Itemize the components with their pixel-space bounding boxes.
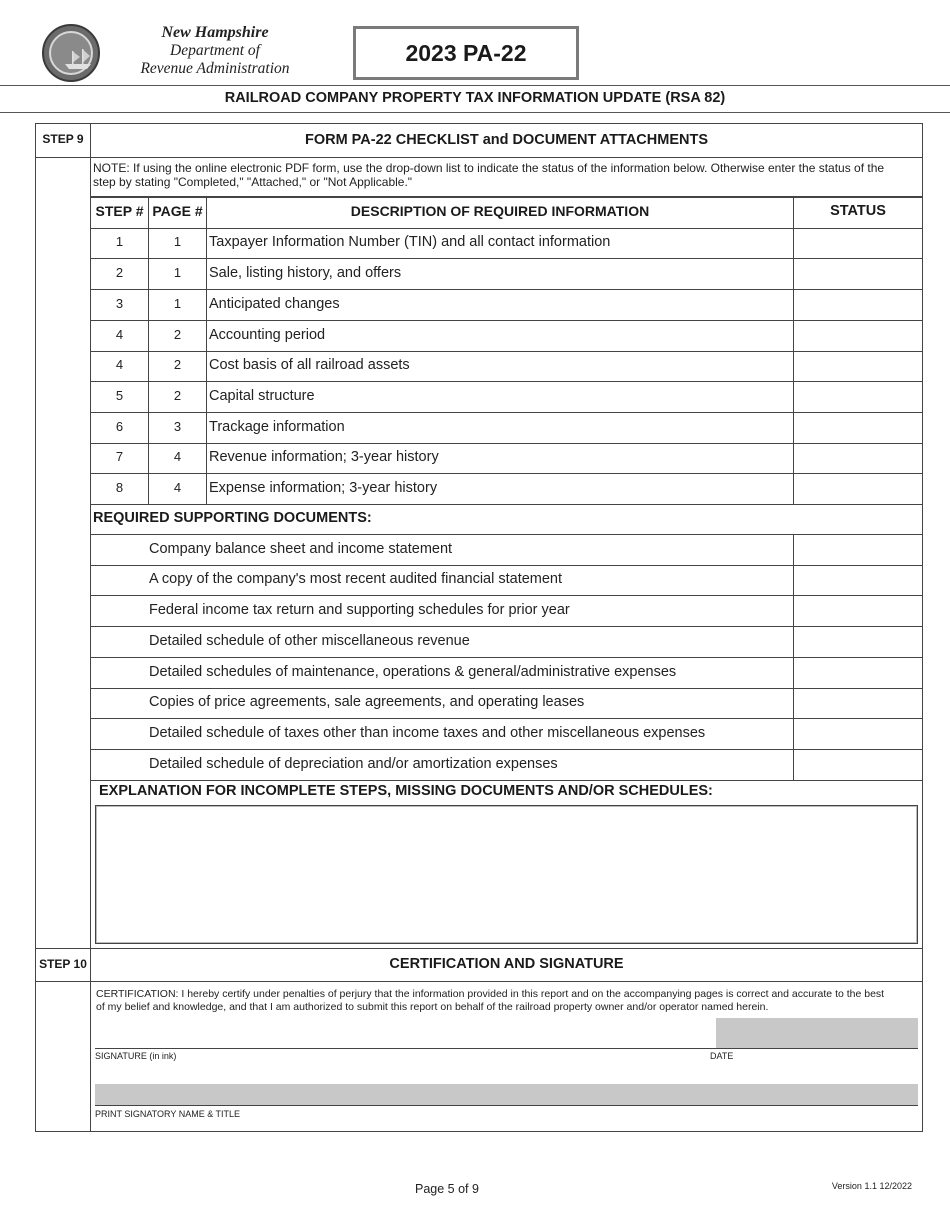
row-status-field[interactable] <box>794 321 922 351</box>
step9-note <box>93 161 921 189</box>
agency-division: Revenue Administration <box>140 60 290 77</box>
document-description: A copy of the company's most recent audited financial statement <box>149 571 563 587</box>
document-status-field[interactable] <box>794 596 922 626</box>
row-description: Capital structure <box>209 388 315 404</box>
row-step: 7 <box>115 449 124 464</box>
row-page: 1 <box>173 234 182 249</box>
row-step: 6 <box>115 419 124 434</box>
step10-title: CERTIFICATION AND SIGNATURE <box>389 956 624 972</box>
agency-state: New Hampshire <box>161 24 269 41</box>
row-description: Accounting period <box>209 327 326 343</box>
row-step: 1 <box>115 234 124 249</box>
header-divider-bottom <box>0 112 950 113</box>
signature-label: SIGNATURE (in ink) <box>95 1051 177 1061</box>
col-header-description: DESCRIPTION OF REQUIRED INFORMATION <box>350 203 650 219</box>
row-status-field[interactable] <box>794 290 922 320</box>
certification-text <box>96 988 921 1014</box>
row-description: Anticipated changes <box>209 296 340 312</box>
form-id-box: 2023 PA-22 <box>353 26 579 80</box>
step9-title-divider <box>36 157 922 158</box>
row-status-field[interactable] <box>794 229 922 258</box>
step9-title: FORM PA-22 CHECKLIST and DOCUMENT ATTACHMENTS <box>304 132 709 148</box>
row-step: 2 <box>115 265 124 280</box>
certification-line2: of my belief and knowledge, and that I am authorized to submit this report on behalf of the railroad property owner and/or operator named herein. <box>96 1001 769 1013</box>
signature-field[interactable] <box>95 1020 715 1048</box>
col-header-status: STATUS <box>830 203 886 219</box>
row-step: 3 <box>115 296 124 311</box>
step9-note-line1: NOTE: If using the online electronic PDF form, use the drop-down list to indicate the status of the information below. Otherwise enter the status of the <box>93 161 885 175</box>
row-page: 4 <box>173 449 182 464</box>
row-divider <box>91 504 922 505</box>
agency-dept: Department of <box>170 42 260 59</box>
signature-line <box>95 1048 918 1049</box>
signatory-name-label: PRINT SIGNATORY NAME & TITLE <box>95 1109 241 1119</box>
row-page: 2 <box>173 357 182 372</box>
row-step: 4 <box>115 357 124 372</box>
version-label: Version 1.1 12/2022 <box>831 1181 912 1191</box>
step9-label: STEP 9 <box>42 132 84 146</box>
col-header-step: STEP # <box>95 203 144 219</box>
document-description: Company balance sheet and income statement <box>149 541 453 557</box>
document-description: Detailed schedule of taxes other than income taxes and other miscellaneous expenses <box>149 725 706 741</box>
col-header-page: PAGE # <box>152 203 203 219</box>
document-status-field[interactable] <box>794 689 922 718</box>
row-description: Sale, listing history, and offers <box>209 265 402 281</box>
row-status-field[interactable] <box>794 259 922 289</box>
explanation-textarea[interactable] <box>95 805 918 944</box>
row-description: Cost basis of all railroad assets <box>209 357 410 373</box>
row-description: Trackage information <box>209 419 345 435</box>
note-divider <box>91 196 922 198</box>
form-title: RAILROAD COMPANY PROPERTY TAX INFORMATION UPDATE (RSA 82) <box>224 90 726 106</box>
step10-title-divider <box>36 981 922 982</box>
document-divider <box>91 780 922 781</box>
document-description: Detailed schedules of maintenance, operations & general/administrative expenses <box>149 664 677 680</box>
document-description: Detailed schedule of depreciation and/or amortization expenses <box>149 756 558 772</box>
row-status-field[interactable] <box>794 413 922 443</box>
docs-heading: REQUIRED SUPPORTING DOCUMENTS: <box>93 510 372 526</box>
row-page: 2 <box>173 327 182 342</box>
document-status-field[interactable] <box>794 535 922 565</box>
state-seal-icon <box>42 24 100 82</box>
date-label: DATE <box>710 1051 734 1061</box>
document-status-field[interactable] <box>794 719 922 749</box>
row-page: 1 <box>173 265 182 280</box>
step10-top-divider <box>36 948 922 949</box>
step9-note-line2: step by stating "Completed," "Attached," or "Not Applicable." <box>93 175 413 189</box>
row-step: 8 <box>115 480 124 495</box>
row-page: 4 <box>173 480 182 495</box>
name-line <box>95 1105 918 1106</box>
row-status-field[interactable] <box>794 382 922 412</box>
row-status-field[interactable] <box>794 444 922 473</box>
header-divider-top <box>0 85 950 86</box>
row-status-field[interactable] <box>794 352 922 381</box>
certification-line1: CERTIFICATION: I hereby certify under penalties of perjury that the information provided in this report and on the accompanying pages is correct and accurate to the best <box>96 988 885 1000</box>
row-status-field[interactable] <box>794 474 922 504</box>
row-description: Expense information; 3-year history <box>209 480 438 496</box>
agency-name <box>120 24 310 78</box>
explanation-heading: EXPLANATION FOR INCOMPLETE STEPS, MISSING DOCUMENTS AND/OR SCHEDULES: <box>99 783 713 799</box>
signatory-name-field[interactable] <box>95 1084 918 1105</box>
row-page: 1 <box>173 296 182 311</box>
document-status-field[interactable] <box>794 627 922 657</box>
document-description: Federal income tax return and supporting schedules for prior year <box>149 602 570 618</box>
row-page: 2 <box>173 388 182 403</box>
date-field[interactable] <box>716 1018 918 1048</box>
page-number: Page 5 of 9 <box>415 1182 479 1196</box>
document-status-field[interactable] <box>794 750 922 779</box>
row-step: 5 <box>115 388 124 403</box>
document-status-field[interactable] <box>794 566 922 595</box>
document-description: Copies of price agreements, sale agreements, and operating leases <box>149 694 585 710</box>
step10-label: STEP 10 <box>39 957 87 971</box>
row-step: 4 <box>115 327 124 342</box>
row-description: Revenue information; 3-year history <box>209 449 439 465</box>
document-status-field[interactable] <box>794 658 922 688</box>
row-description: Taxpayer Information Number (TIN) and all contact information <box>209 234 611 250</box>
document-description: Detailed schedule of other miscellaneous revenue <box>149 633 470 649</box>
row-page: 3 <box>173 419 182 434</box>
